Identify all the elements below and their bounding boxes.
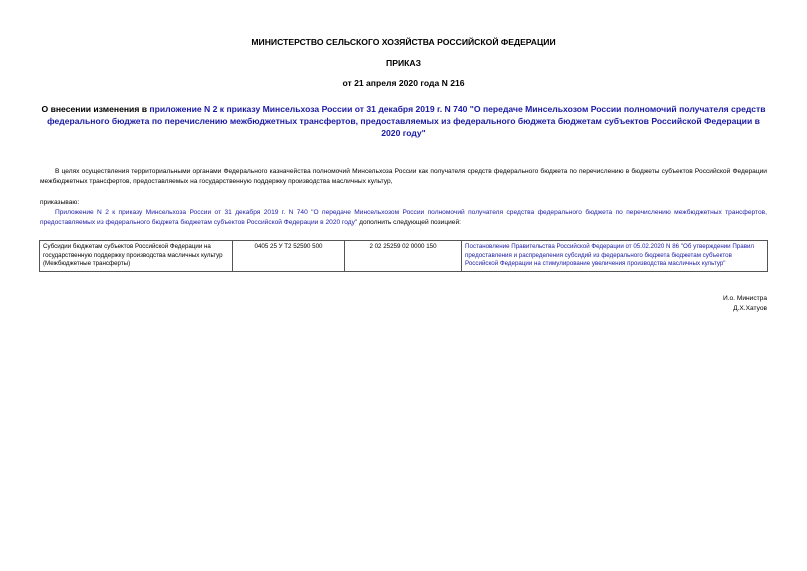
- amendment-link[interactable]: Приложение N 2 к приказу Минсельхоза России от 31 декабря 2019 г. N 740 "О передаче Минсельхозом России полномочий получателя средства федерального бюджета по перечислению межбюджетных трансфертов, предоставляемых из федерального бюджета бюджетам субъектов Российской Федерации в 2020 году": [40, 209, 767, 226]
- budget-code-cell: 0405 25 У Т2 52590 500: [233, 241, 345, 272]
- document-date-number: от 21 апреля 2020 года N 216: [342, 78, 465, 88]
- amendment-paragraph: [40, 208, 767, 227]
- signatory-name: Д.Х.Хатуов: [733, 305, 767, 312]
- amendment-tail: дополнить следующей позицией:: [357, 218, 461, 226]
- intro-paragraph: В целях осуществления территориальными органами Федерального казначейства полномочий Минсельхоза России как получателя средств федерального бюджета по перечислению в бюджеты субъектов Российской Федерации межбюджетных трансфертов, предоставляемых на государственную поддержку производства масличных культур,: [40, 168, 767, 185]
- heading-prefix: О внесении изменения в: [41, 104, 150, 114]
- signatory-position: И.о. Министра: [722, 295, 767, 302]
- decree-link-cell[interactable]: Постановление Правительства Российской Федерации от 05.02.2020 N 86 "Об утверждении Правил предоставления и распределения субсидий из федерального бюджета бюджетам субъектов Российской Федерации на стимулирование увеличения производства масличных культур": [462, 241, 768, 272]
- document-type: ПРИКАЗ: [386, 58, 421, 68]
- position-table: [39, 240, 768, 272]
- subsidy-cell: Субсидии бюджетам субъектов Российской Федерации на государственную поддержку производства масличных культур (Межбюджетные трансферты): [40, 241, 233, 272]
- revenue-code-cell: 2 02 25259 02 0000 150: [345, 241, 462, 272]
- document-heading: [40, 103, 767, 139]
- orders-word: приказываю:: [40, 199, 80, 206]
- heading-link[interactable]: приложение N 2 к приказу Минсельхоза России от 31 декабря 2019 г. N 740 "О передаче Минсельхозом России полномочий получателя средств федерального бюджета по перечислению межбюджетных трансфертов, предоставляемых из федерального бюджета бюджетам субъектов Российской Федерации в 2020 году": [47, 104, 766, 138]
- signature-block: [723, 294, 767, 314]
- table-row: [40, 241, 768, 272]
- ministry-name: МИНИСТЕРСТВО СЕЛЬСКОГО ХОЗЯЙСТВА РОССИЙСКОЙ ФЕДЕРАЦИИ: [251, 37, 556, 47]
